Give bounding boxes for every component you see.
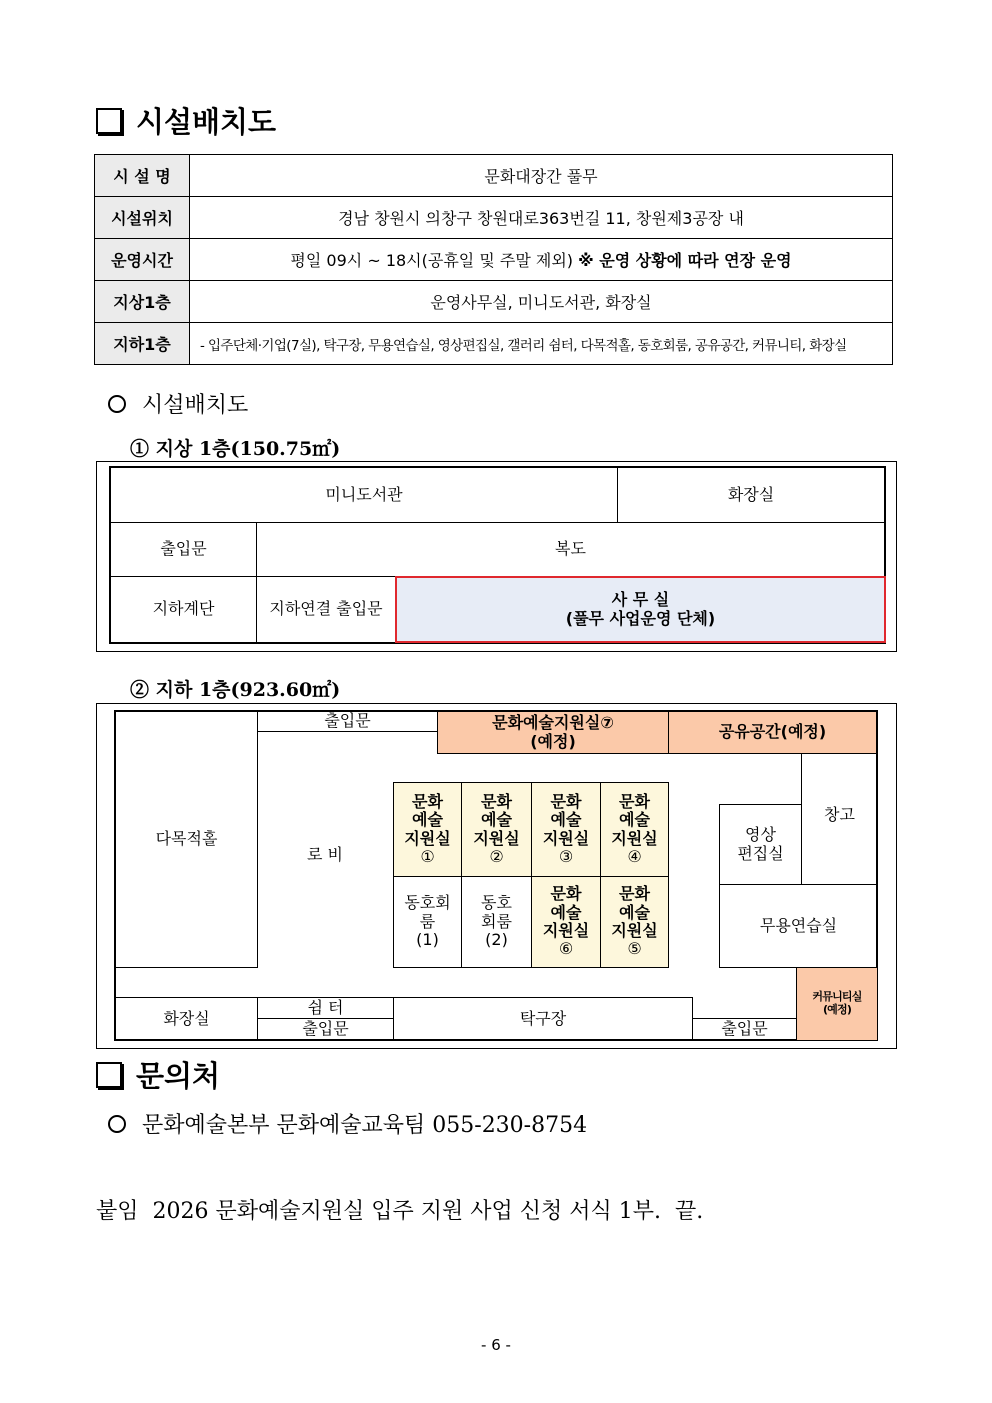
layout-heading: [108, 388, 248, 419]
room-entrance-bottom-left: 출입문: [257, 1018, 394, 1041]
attachment-note: 붙임 2026 문화예술지원실 입주 지원 사업 신청 서식 1부. 끝.: [96, 1199, 704, 1224]
label-line: 문화: [481, 791, 512, 811]
label-line: 문화: [412, 791, 443, 811]
label-line: 지원실: [542, 921, 590, 940]
room-dance: 무용연습실: [719, 884, 878, 968]
label-line: 영상: [745, 825, 776, 845]
label-line: 지원실: [611, 828, 658, 848]
label-line: 지원실: [473, 828, 520, 848]
label-line: 문화: [550, 791, 582, 811]
room-video-edit: [719, 804, 802, 885]
label-line: ②: [489, 846, 504, 866]
row-value: 경남 창원시 의창구 창원대로363번길 11, 창원제3공장 내: [190, 197, 893, 239]
wall-line: [258, 731, 438, 732]
room-storage: 창고: [801, 753, 878, 885]
community-name: 커뮤니티실: [812, 990, 862, 1004]
room-office: [395, 576, 886, 643]
floor1-heading: ① 지상 1층(150.75㎡): [130, 438, 341, 460]
room-basement-entrance: 지하연결 출입문: [256, 576, 396, 643]
room-stairs: 지하계단: [110, 576, 257, 643]
label-line: 예술: [550, 810, 582, 830]
room-restroom-b1: 화장실: [115, 997, 258, 1041]
support-7-name: 문화예술지원실⑦: [492, 713, 614, 733]
section-title-text: 시설배치도: [136, 105, 277, 139]
row-label: 지하1층: [95, 323, 190, 365]
label-line: 문화: [619, 791, 650, 811]
label-line: 편집실: [737, 843, 784, 863]
room-shelter: 쉼 터: [257, 997, 394, 1019]
room-club-1: [393, 876, 462, 968]
room-lobby: 로 비: [307, 844, 343, 864]
label-line: 지원실: [542, 828, 590, 848]
room-table-tennis: 탁구장: [393, 997, 693, 1041]
table-row: [95, 323, 893, 365]
room-support-5: [600, 876, 669, 968]
row-value-cell: [190, 239, 893, 281]
row-value: - 입주단체·기업(7실), 탁구장, 무용연습실, 영상편집실, 갤러리 쉼터, 다목적홀, 동호회룸, 공유공간, 커뮤니티, 화장실: [190, 323, 893, 365]
floorB1-heading: ② 지하 1층(923.60㎡): [130, 679, 341, 701]
label-line: ③: [558, 846, 574, 866]
support-7-status: (예정): [530, 731, 576, 751]
label-line: 회룸: [481, 911, 512, 931]
contact-line: [108, 1108, 587, 1139]
label-line: ⑥: [558, 939, 574, 959]
label-line: ①: [420, 846, 435, 866]
facility-info-table: [94, 154, 893, 365]
row-label: 지상1층: [95, 281, 190, 323]
table-row: [95, 197, 893, 239]
room-support-1: [393, 782, 462, 877]
label-line: 문화: [550, 884, 582, 904]
row-value: 문화대장간 풀무: [190, 155, 893, 197]
room-support-4: [600, 782, 669, 877]
layout-heading-text: 시설배치도: [142, 393, 249, 418]
row-label: 시 설 명: [95, 155, 190, 197]
label-line: 지원실: [404, 828, 451, 848]
room-entrance-top: 출입문: [257, 711, 438, 732]
table-row: [95, 155, 893, 197]
row-value: 평일 09시 ~ 18시(공휴일 및 주말 제외): [290, 251, 574, 270]
room-community: [796, 967, 878, 1041]
room-entrance-bottom-right: 출입문: [692, 1018, 797, 1041]
room-support-7: [437, 711, 669, 754]
label-line: (2): [485, 930, 508, 950]
wall-line: [115, 967, 258, 968]
room-entrance: 출입문: [110, 522, 257, 577]
room-support-3: [531, 782, 601, 877]
page-number: - 6 -: [481, 1336, 511, 1354]
row-value-note: ※ 운영 상황에 따라 연장 운영: [578, 251, 792, 270]
label-line: (1): [416, 930, 439, 950]
community-status: (예정): [822, 1003, 852, 1016]
room-support-6: [531, 876, 601, 968]
table-row: [95, 281, 893, 323]
label-line: ④: [627, 846, 642, 866]
label-line: 문화: [619, 884, 650, 904]
room-hallway: 복도: [256, 522, 885, 577]
label-line: 동호: [481, 893, 512, 913]
row-label: 운영시간: [95, 239, 190, 281]
office-desc: (풀무 사업운영 단체): [565, 608, 716, 628]
room-club-2: [461, 876, 532, 968]
circle-bullet-icon: [108, 1115, 126, 1133]
label-line: 예술: [619, 902, 650, 922]
circle-bullet-icon: [108, 395, 126, 413]
row-label: 시설위치: [95, 197, 190, 239]
office-name: 사 무 실: [611, 590, 670, 610]
table-row: [95, 239, 893, 281]
contact-text: 문화예술본부 문화예술교육팀 055-230-8754: [142, 1113, 588, 1138]
checkbox-square-icon: [96, 108, 122, 134]
checkbox-square-icon: [96, 1062, 122, 1088]
room-support-2: [461, 782, 532, 877]
label-line: 예술: [481, 810, 512, 830]
room-shared-space: 공유공간(예정): [668, 711, 877, 754]
section-title-layout: [96, 100, 276, 141]
label-line: 예술: [619, 810, 650, 830]
section-title-contact: [96, 1054, 220, 1095]
label-line: 예술: [550, 902, 582, 922]
label-line: ⑤: [627, 939, 642, 959]
room-restroom: 화장실: [617, 467, 885, 523]
section-title-text: 문의처: [136, 1059, 221, 1093]
room-library: 미니도서관: [110, 467, 618, 523]
row-value: 운영사무실, 미니도서관, 화장실: [190, 281, 893, 323]
room-multipurpose-hall: 다목적홀: [115, 711, 258, 968]
label-line: 룸: [419, 911, 436, 931]
label-line: 동호회: [404, 893, 451, 913]
label-line: 지원실: [611, 921, 658, 940]
label-line: 예술: [412, 810, 443, 830]
